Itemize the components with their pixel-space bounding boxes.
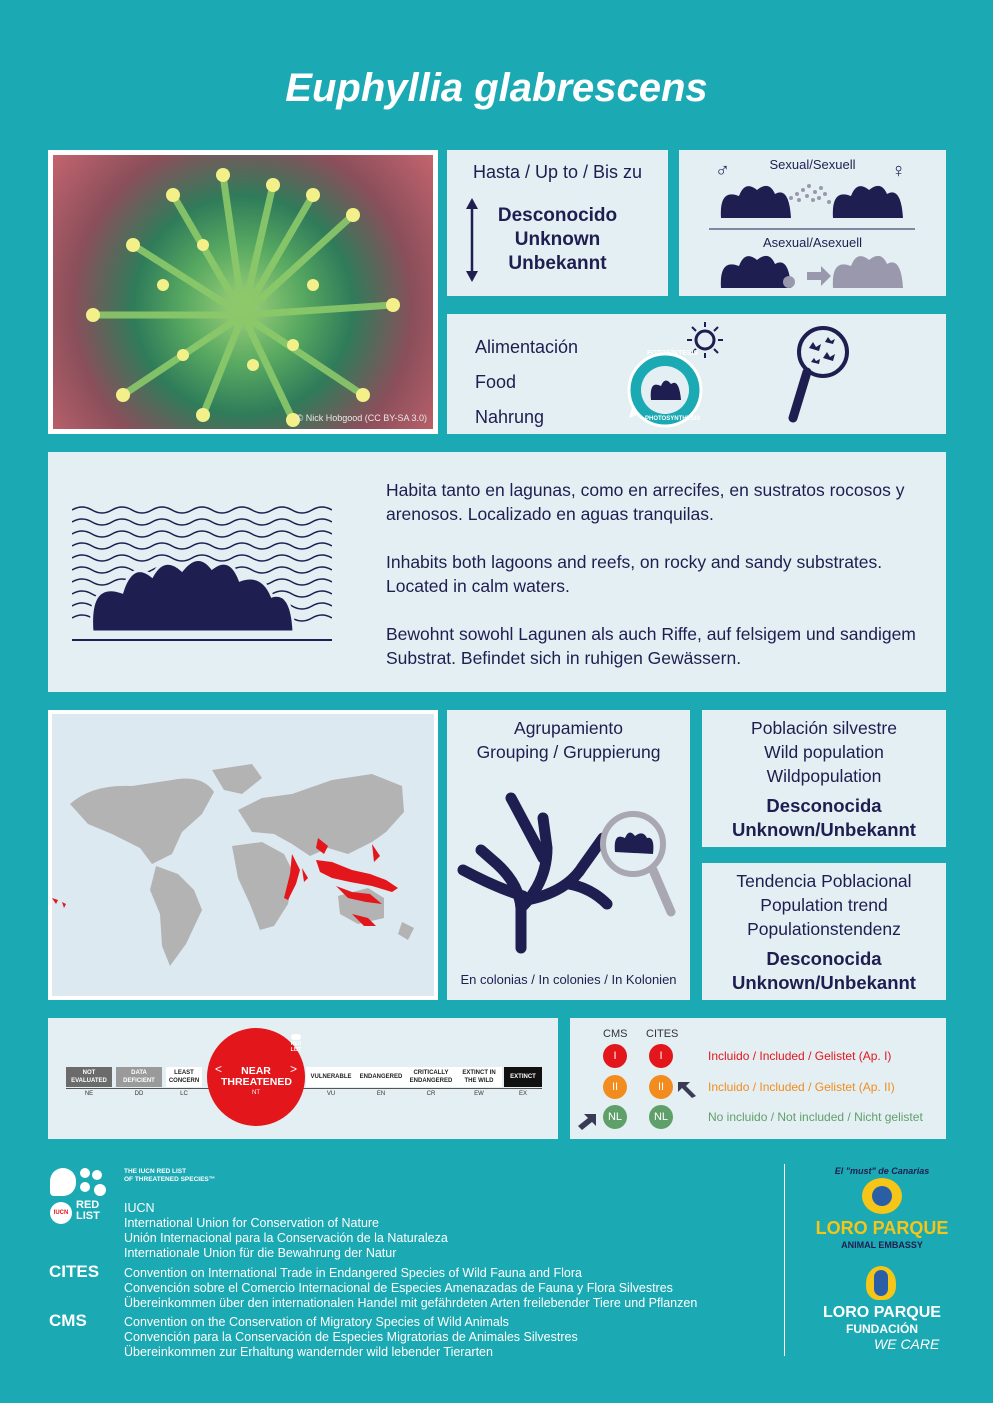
status-code-cr: CR [426,1091,436,1097]
cms-column-label: CMS [603,1028,628,1040]
status-code-vu: VU [326,1091,336,1097]
iucn-logo-badge: IUCN [50,1202,72,1224]
status-code-ne: NE [84,1091,94,1097]
wild-pop-label-en: Wild population [764,742,884,762]
iucn-name-en: International Union for Conservation of Nature [124,1216,380,1230]
sexual-label: Sexual/Sexuell [769,157,856,172]
iucn-name-short: IUCN [124,1201,155,1215]
magnifier-plankton-icon [785,322,855,426]
red-list-mini-line-1: RED [290,1041,302,1047]
we-care-slogan: WE CARE [874,1336,940,1352]
cites-name-es: Convención sobre el Comercio Internacional de Especies Amenazadas de Fauna y Flora Silvestres [124,1281,673,1295]
status-code-dd: DD [134,1091,144,1097]
legend-not-included: No incluido / Not included / Nicht gelistet [708,1110,923,1124]
parrot-foundation-icon [866,1266,896,1300]
iucn-name-de: Internationale Union für die Bewahrung der Natur [124,1246,397,1260]
legend-included-ii: Incluido / Included / Gelistet (Ap. II) [708,1080,895,1094]
cms-footer-label: CMS [49,1311,87,1330]
wild-pop-value-1: Desconocida [766,795,882,816]
iucn-red-list-logo [50,1168,112,1228]
status-ex: EXTINCT [504,1067,542,1087]
cites-column-label: CITES [646,1028,679,1040]
iucn-tagline-2: OF THREATENED SPECIES™ [124,1176,216,1183]
cites-appendix-ii: II [649,1075,673,1099]
habitat-text-en: Inhabits both lagoons and reefs, on rocky and sandy substrates. Located in calm waters. [386,552,883,596]
food-label-de: Nahrung [475,407,545,427]
status-code-ex: EX [518,1091,527,1097]
cms-indicator-arrow-icon [578,1114,598,1130]
cites-appendix-i: I [649,1044,673,1068]
loro-parque-tagline: El "must" de Canarias [834,1166,930,1176]
status-code-lc: LC [180,1091,188,1097]
wild-pop-label-es: Población silvestre [751,718,897,738]
loro-parque-fundacion-logo [812,1264,952,1356]
grouping-caption: En colonias / In colonies / In Kolonien [460,972,677,987]
footer-divider [784,1164,785,1356]
food-panel [447,314,946,434]
reproduction-panel [679,150,946,296]
wild-pop-label-de: Wildpopulation [766,766,882,786]
status-cr: CRITICALLY ENDANGERED [406,1067,456,1087]
wild-pop-value-2: Unknown/Unbekannt [732,819,916,840]
trend-value-1: Desconocida [766,948,882,969]
cites-indicator-arrow-icon [678,1082,698,1098]
habitat-text-es: Habita tanto en lagunas, como en arrecifes, en sustratos rocosos y arenosos. Localizado en aguas tranquilas. [386,480,905,524]
animal-embassy-label: ANIMAL EMBASSY [841,1240,923,1250]
size-panel [447,150,668,296]
cms-name-en: Convention on the Conservation of Migratory Species of Wild Animals [124,1315,509,1329]
fundacion-label: FUNDACIÓN [846,1322,918,1336]
colony-branch-icon [457,788,677,958]
status-ne: NOT EVALUATED [66,1067,112,1087]
cms-not-listed: NL [603,1105,627,1129]
cms-appendix-i: I [603,1044,627,1068]
status-ew: EXTINCT IN THE WILD [456,1067,502,1087]
iucn-tagline-1: THE IUCN RED LIST [124,1168,187,1175]
cites-name-de: Übereinkommen über den internationalen Handel mit gefährdeten Arten freilebender Tiere und Pflanzen [124,1296,698,1310]
iucn-name-es: Unión Internacional para la Conservación de la Naturaleza [124,1231,448,1245]
cms-name-de: Übereinkommen zur Erhaltung wandernder wild lebender Tierarten [124,1345,493,1359]
iucn-logo-text-1: RED [76,1199,100,1211]
male-icon: ♂ [715,160,730,182]
wild-population-panel [702,710,946,847]
legend-included-i: Incluido / Included / Gelistet (Ap. I) [708,1049,892,1063]
loro-parque-animal-embassy-logo [812,1164,952,1254]
status-dd: DATA DEFICIENT [116,1067,162,1087]
food-label-en: Food [475,372,517,392]
cites-name-en: Convention on International Trade in Endangered Species of Wild Fauna and Flora [124,1266,582,1280]
status-en: ENDANGERED [356,1067,406,1087]
size-value-es: Desconocido [497,205,618,226]
reproduction-illustration [679,150,946,296]
page-title: Euphyllia glabrescens [285,66,708,110]
status-vu: VULNERABLE [306,1067,356,1087]
current-status-code: NT [252,1090,260,1096]
status-code-ew: EW [474,1091,484,1097]
grouping-panel [447,710,690,1000]
photosynthesis-icon [619,318,729,430]
habitat-text-de: Bewohnt sowohl Lagunen als auch Riffe, auf felsigem und sandigem Substrat. Befindet sich in ruhigen Gewässern. [386,624,916,668]
habitat-panel [48,452,946,692]
asexual-label: Asexual/Asexuell [763,235,862,250]
world-map-illustration [52,714,434,996]
female-icon: ♀ [891,160,906,182]
photo-credit: © Nick Hobgood (CC BY-SA 3.0) [296,413,427,423]
status-code-en: EN [376,1091,386,1097]
size-value-en: Unknown [514,229,601,250]
cms-appendix-ii: II [603,1075,627,1099]
current-status-label: NEAR THREATENED [221,1065,292,1088]
trend-label-en: Population trend [760,895,888,915]
cms-name-es: Convención para la Conservación de Especies Migratorias de Animales Silvestres [124,1330,578,1344]
grouping-title-2: Grouping / Gruppierung [476,742,661,762]
photosynthesis-badge-bottom: PHOTOSYNTHESIS [645,416,701,422]
trend-label-de: Populationstendenz [747,919,901,939]
red-list-mini-line-2: LIST [290,1047,302,1053]
grouping-title-1: Agrupamiento [514,718,623,738]
size-header: Hasta / Up to / Bis zu [472,162,643,182]
red-list-mini-badge [287,1034,305,1052]
coral-photo-illustration [53,155,433,429]
loro-parque-name-1: LORO PARQUE [815,1218,949,1238]
iucn-logo-text-2: LIST [76,1210,100,1222]
habitat-water-coral-icon [72,500,332,650]
current-status-highlight: < > NEAR THREATENED NT RED LIST [207,1028,305,1126]
parrot-emblem-icon [862,1178,902,1214]
distribution-map [48,710,438,1000]
size-value-de: Unbekannt [508,253,607,274]
photosynthesis-badge-top: FOTOSÍNTESIS [647,350,699,357]
cites-footer-label: CITES [49,1262,100,1281]
loro-parque-name-2: LORO PARQUE [823,1304,941,1321]
food-label-es: Alimentación [475,337,579,357]
trend-value-2: Unknown/Unbekannt [732,972,916,993]
cites-not-listed: NL [649,1105,673,1129]
species-photo [48,150,438,434]
population-trend-panel [702,863,946,1000]
trend-label-es: Tendencia Poblacional [736,871,912,891]
status-lc: LEAST CONCERN [166,1067,202,1087]
